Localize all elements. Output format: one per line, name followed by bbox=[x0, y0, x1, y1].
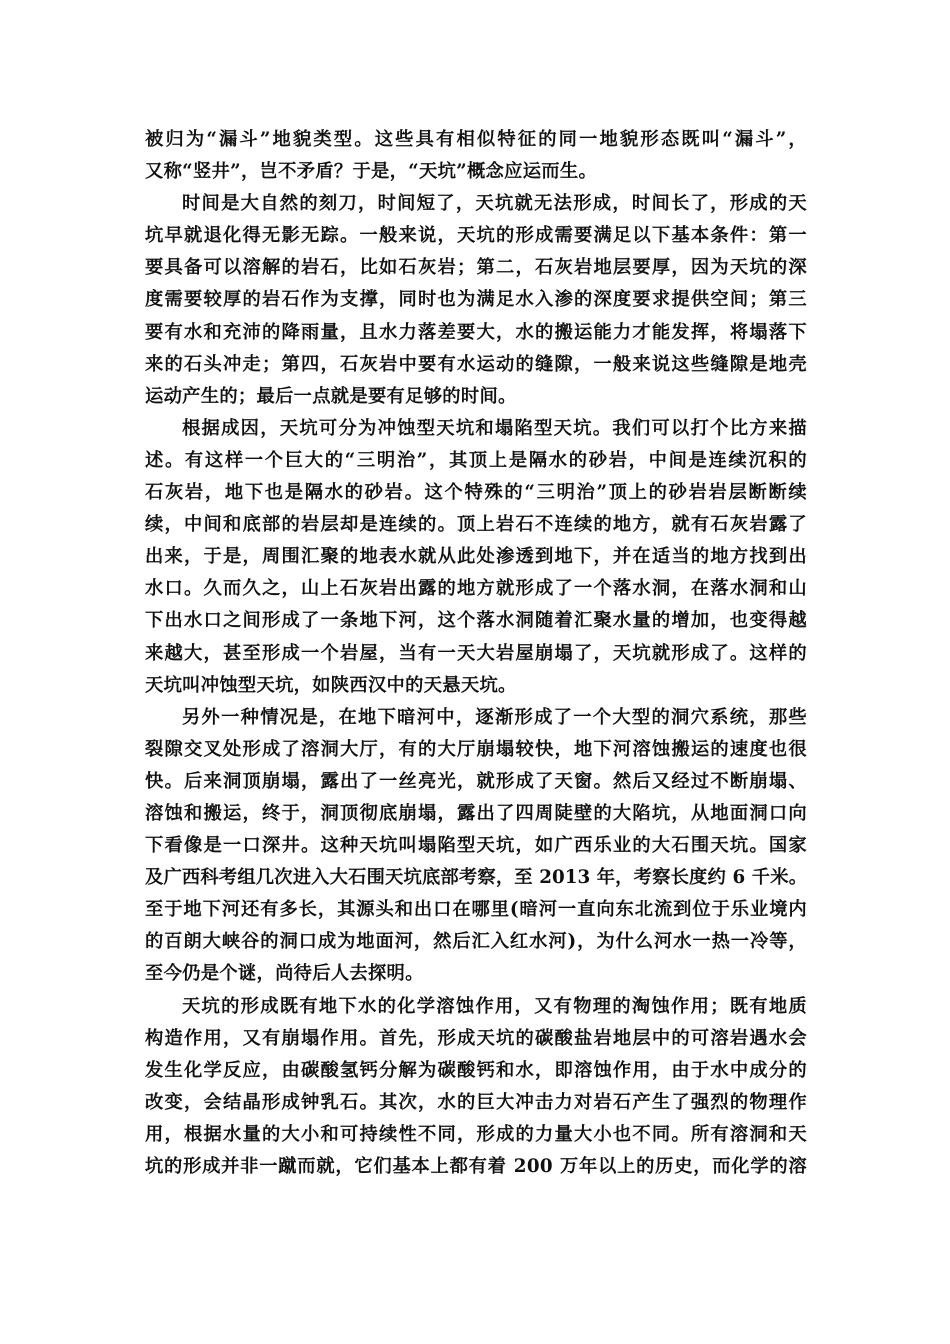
paragraph bbox=[145, 188, 807, 413]
text-line: 下出水口之间形成了一条地下河，这个落水洞随着汇聚水量的增加，也变得越 bbox=[145, 610, 807, 632]
text-line: 发生化学反应，由碳酸氢钙分解为碳酸钙和水，即溶蚀作用，由于水中成分的 bbox=[145, 1059, 807, 1081]
text-line: 要具备可以溶解的岩石，比如石灰岩；第二，石灰岩地层要厚，因为天坑的深 bbox=[145, 257, 807, 279]
text-line: 裂隙交叉处形成了溶洞大厅，有的大厅崩塌较快，地下河溶蚀搬运的速度也很 bbox=[145, 738, 807, 760]
text-line: 坑的形成并非一蹴而就，它们基本上都有着 200 万年以上的历史，而化学的溶 bbox=[145, 1156, 807, 1177]
text-line: 来越大，甚至形成一个岩屋，当有一天大岩屋崩塌了，天坑就形成了。这样的 bbox=[145, 642, 807, 664]
text-line: 出来，于是，周围汇聚的地表水就从此处渗透到地下，并在适当的地方找到出 bbox=[145, 546, 807, 568]
paragraph bbox=[145, 124, 807, 188]
paragraph bbox=[145, 702, 807, 991]
text-line: 石灰岩，地下也是隔水的砂岩。这个特殊的“三明治”顶上的砂岩岩层断断续 bbox=[145, 482, 807, 504]
text-line: 要有水和充沛的降雨量，且水力落差要大，水的搬运能力才能发挥，将塌落下 bbox=[145, 321, 807, 343]
text-line: 及广西科考组几次进入大石围天坑底部考察，至 2013 年，考察长度约 6 千米。 bbox=[145, 867, 807, 889]
text-line: 构造作用，又有崩塌作用。首先，形成天坑的碳酸盐岩地层中的可溶岩遇水会 bbox=[145, 1027, 807, 1049]
text-line: 至于地下河还有多长，其源头和出口在哪里(暗河一直向东北流到位于乐业境内 bbox=[145, 899, 807, 921]
article-body bbox=[145, 124, 807, 1183]
text-line: 用，根据水量的大小和可持续性不同，形成的力量大小也不同。所有溶洞和天 bbox=[145, 1123, 807, 1145]
text-line: 被归为“漏斗”地貌类型。这些具有相似特征的同一地貌形态既叫“漏斗”， bbox=[145, 129, 807, 150]
text-line: 运动产生的；最后一点就是要有足够的时间。 bbox=[145, 385, 517, 407]
text-line: 下看像是一口深井。这种天坑叫塌陷型天坑，如广西乐业的大石围天坑。国家 bbox=[145, 835, 807, 857]
text-line: 快。后来洞顶崩塌，露出了一丝亮光，就形成了天窗。然后又经过不断崩塌、 bbox=[145, 770, 807, 792]
text-line: 至今仍是个谜，尚待后人去探明。 bbox=[145, 963, 424, 985]
text-line: 度需要较厚的岩石作为支撑，同时也为满足水入渗的深度要求提供空间；第三 bbox=[145, 289, 807, 311]
text-line: 续，中间和底部的岩层却是连续的。顶上岩石不连续的地方，就有石灰岩露了 bbox=[145, 514, 807, 536]
text-line: 时间是大自然的刻刀，时间短了，天坑就无法形成，时间长了，形成的天 bbox=[182, 193, 807, 215]
text-line: 改变，会结晶形成钟乳石。其次，水的巨大冲击力对岩石产生了强烈的物理作 bbox=[145, 1091, 807, 1113]
text-line: 来的石头冲走；第四，石灰岩中要有水运动的缝隙，一般来说这些缝隙是地壳 bbox=[145, 353, 807, 375]
paragraph bbox=[145, 413, 807, 702]
text-line: 述。有这样一个巨大的“三明治”，其顶上是隔水的砂岩，中间是连续沉积的 bbox=[145, 449, 807, 471]
paragraph bbox=[145, 991, 807, 1184]
text-line: 的百朗大峡谷的洞口成为地面河，然后汇入红水河)，为什么河水一热一冷等， bbox=[145, 931, 807, 953]
text-line: 又称“竖井”，岂不矛盾？于是，“天坑”概念应运而生。 bbox=[145, 161, 598, 183]
text-line: 根据成因，天坑可分为冲蚀型天坑和塌陷型天坑。我们可以打个比方来描 bbox=[182, 417, 807, 439]
text-line: 溶蚀和搬运，终于，洞顶彻底崩塌，露出了四周陡壁的大陷坑，从地面洞口向 bbox=[145, 802, 807, 824]
text-line: 天坑叫冲蚀型天坑，如陕西汉中的天悬天坑。 bbox=[145, 674, 517, 696]
text-line: 天坑的形成既有地下水的化学溶蚀作用，又有物理的淘蚀作用；既有地质 bbox=[182, 995, 807, 1017]
text-line: 另外一种情况是，在地下暗河中，逐渐形成了一个大型的洞穴系统，那些 bbox=[182, 706, 807, 728]
text-line: 水口。久而久之，山上石灰岩出露的地方就形成了一个落水洞，在落水洞和山 bbox=[145, 578, 807, 600]
text-line: 坑早就退化得无影无踪。一般来说，天坑的形成需要满足以下基本条件：第一 bbox=[145, 225, 807, 247]
